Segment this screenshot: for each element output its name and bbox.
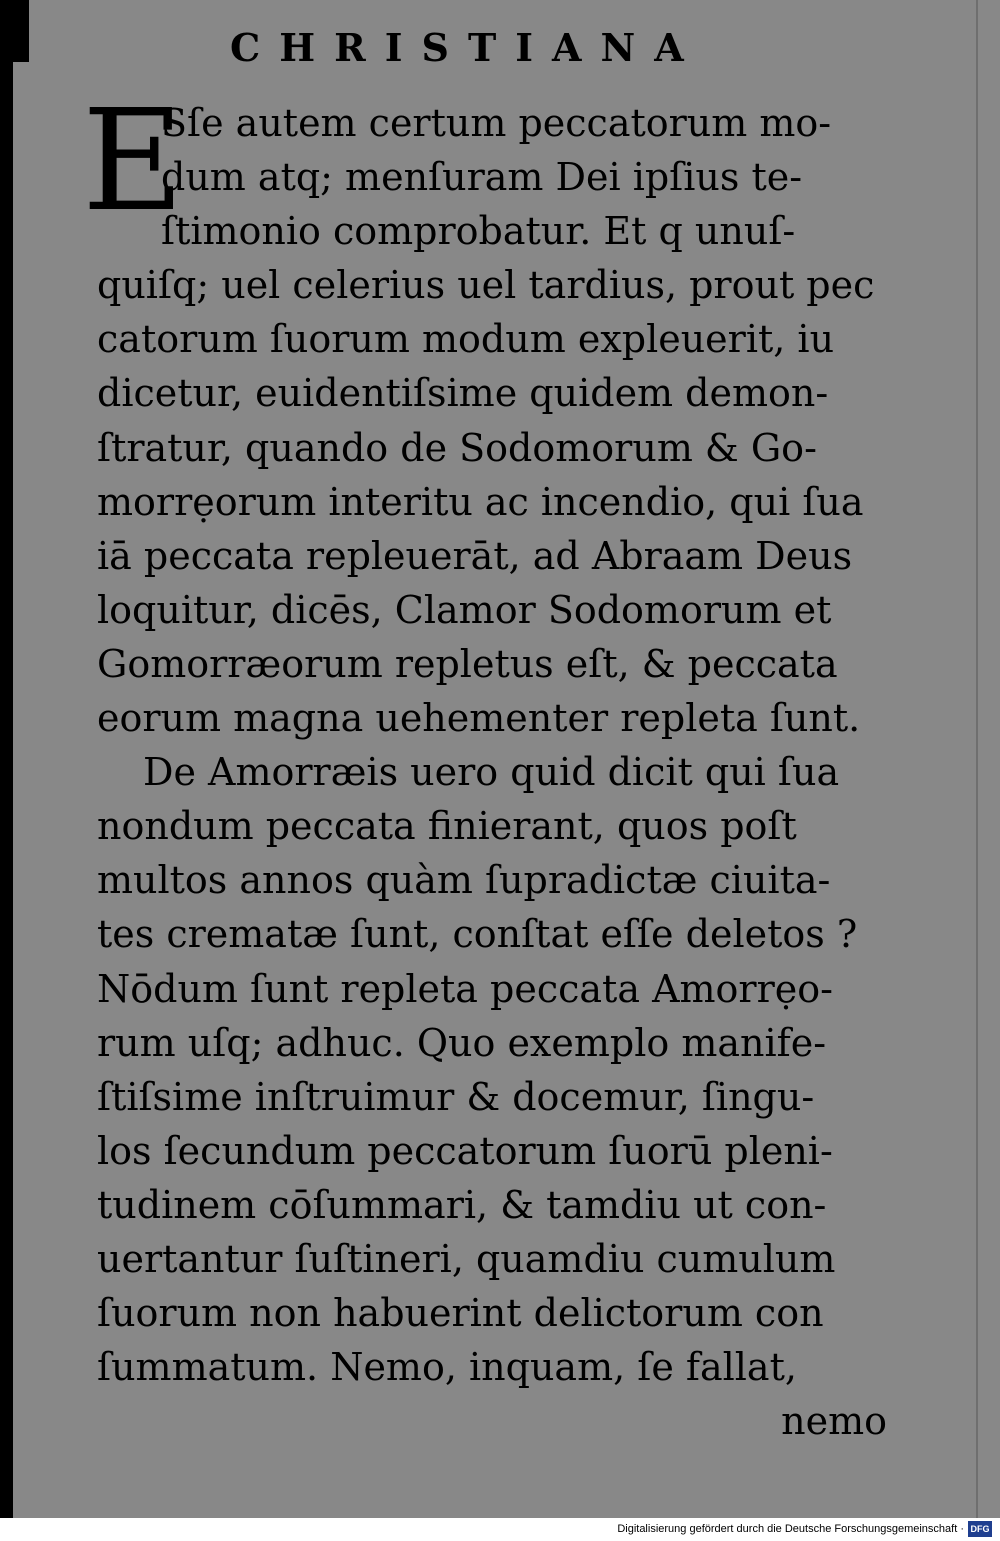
- text-block: [97, 96, 887, 1448]
- text-line-16: tes crematæ ſunt, conſtat eſſe deletos ?: [97, 912, 858, 957]
- text-line-9: iā peccata repleuerāt, ad Abraam Deus: [97, 533, 853, 578]
- text-line-1: Sſe autem certum peccatorum mo-: [161, 101, 832, 145]
- dfg-logo-icon: DFG: [968, 1521, 992, 1537]
- text-line-24: ſummatum. Nemo, inquam, ſe fallat,: [97, 1345, 797, 1390]
- running-head: CHRISTIANA: [230, 25, 703, 70]
- text-line-3: ſtimonio comprobatur. Et q unuſ-: [161, 209, 796, 254]
- drop-cap: E: [82, 80, 185, 243]
- text-line-15: multos annos quàm ſupradictæ ciuita-: [97, 858, 831, 903]
- text-line-18: rum uſq; adhuc. Quo exemplo manife-: [97, 1020, 827, 1065]
- catchword: nemo: [781, 1399, 887, 1444]
- text-line-5: catorum ſuorum modum expleuerit, iu: [97, 317, 835, 362]
- text-line-11: Gomorræorum repletus eſt, & peccata: [97, 641, 838, 686]
- text-line-2: dum atq; menſuram Dei ipſius te-: [161, 155, 803, 200]
- funding-credit: Digitalisierung gefördert durch die Deutsche Forschungsgemeinschaft ·: [617, 1523, 964, 1535]
- text-line-7: ſtratur, quando de Sodomorum & Go-: [97, 425, 817, 470]
- text-line-21: tudinem cōſummari, & tamdiu ut con-: [97, 1182, 827, 1227]
- text-line-8: morrẹorum interitu ac incendio, qui ſua: [97, 479, 864, 524]
- text-line-19: ſtiſsime inſtruimur & docemur, ſingu-: [97, 1074, 815, 1119]
- text-line-6: dicetur, euidentiſsime quidem demon-: [97, 371, 829, 416]
- footer-bar: [0, 1518, 1000, 1541]
- text-line-20: los ſecundum peccatorum ſuorū pleni-: [97, 1128, 833, 1173]
- text-line-12: eorum magna uehementer repleta ſunt.: [97, 696, 861, 741]
- text-line-23: ſuorum non habuerint delictorum con: [97, 1291, 824, 1336]
- text-line-10: loquitur, dicēs, Clamor Sodomorum et: [97, 587, 832, 632]
- page-left-edge: [0, 0, 13, 1518]
- page-left-edge-notch: [13, 0, 29, 62]
- text-line-17: Nōdum ſunt repleta peccata Amorrẹo-: [97, 966, 833, 1011]
- page-right-edge: [976, 0, 978, 1518]
- text-line-14: nondum peccata finierant, quos poſt: [97, 804, 797, 849]
- text-line-13: De Amorræis uero quid dicit qui ſua: [143, 750, 840, 795]
- text-line-22: uertantur ſuſtineri, quamdiu cumulum: [97, 1236, 836, 1281]
- text-line-4: quiſq; uel celerius uel tardius, prout pec: [97, 263, 875, 308]
